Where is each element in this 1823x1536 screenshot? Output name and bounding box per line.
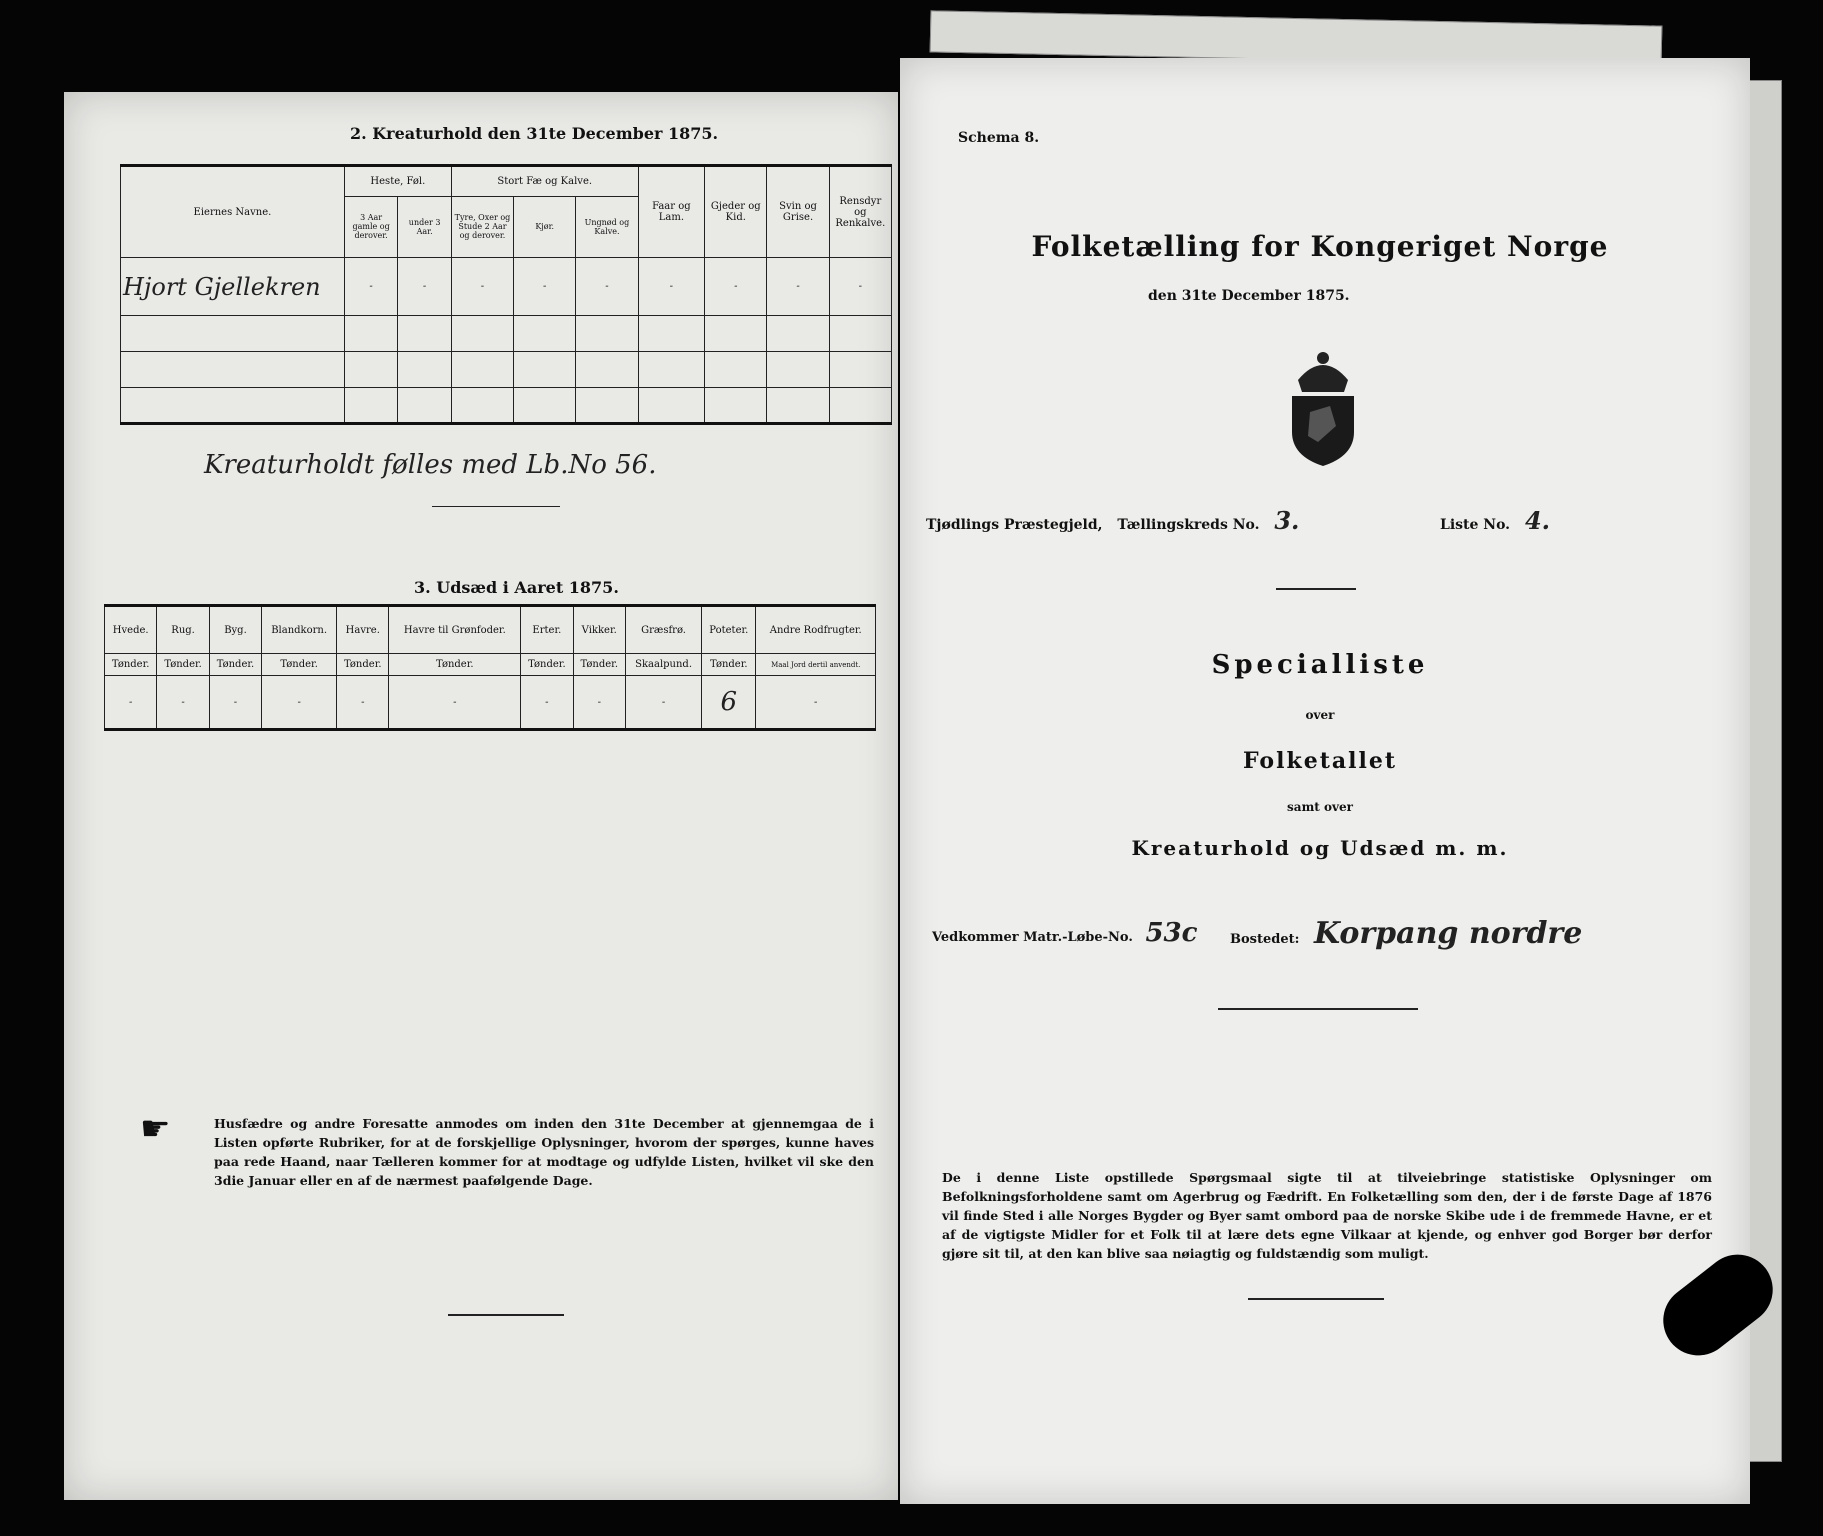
heste-header: Heste, Føl. <box>344 166 451 197</box>
svin-header: Svin og Grise. <box>767 166 829 258</box>
matr-line <box>932 918 1197 948</box>
owner-name: Hjort Gjellekren <box>121 258 345 316</box>
matr-value: 53c <box>1145 918 1198 948</box>
value-cell: - <box>638 258 705 316</box>
kreds-label: Tællingskreds No. <box>1117 517 1260 533</box>
faar-header: Faar og Lam. <box>638 166 705 258</box>
heste-sub-header: under 3 Aar. <box>398 196 452 257</box>
date-line: den 31te December 1875. <box>1148 288 1350 304</box>
stort-sub-header: Tyre, Oxer og Stude 2 Aar og derover. <box>451 196 513 257</box>
folketallet-title: Folketallet <box>1243 748 1397 774</box>
livestock-table <box>120 164 892 425</box>
crop-value: 6 <box>702 676 756 730</box>
crop-header: Blandkorn. <box>262 606 337 654</box>
crop-value: - <box>521 676 573 730</box>
stort-sub-header: Kjør. <box>514 196 576 257</box>
divider <box>1276 588 1356 590</box>
value-cell: - <box>705 258 767 316</box>
value-cell: - <box>451 258 513 316</box>
matr-label: Vedkommer Matr.-Løbe-No. <box>932 930 1133 945</box>
crop-header: Hvede. <box>105 606 157 654</box>
district-line <box>926 506 1486 535</box>
crop-value: - <box>209 676 261 730</box>
kreaturhold-title: Kreaturhold og Udsæd m. m. <box>1131 836 1509 860</box>
divider <box>1218 1008 1418 1010</box>
notice-text: Husfædre og andre Foresatte anmodes om inden den 31te December at gjennemgaa de i Listen opførte Rubriker, for at de forskjellige Oplysninger, hvorom der spørges, kunne haves paa rede Haand, naar Tælleren kommer for at modtage og udfylde Listen, hvilket vil ske den 3die Januar eller en af de nærmest paafølgende Dage. <box>214 1116 874 1188</box>
crop-unit: Tønder. <box>389 654 521 676</box>
crop-header: Havre. <box>337 606 389 654</box>
samt-over-label: samt over <box>1287 800 1353 814</box>
owner-header: Eiernes Navne. <box>121 166 345 258</box>
bostedet-line <box>1230 916 1582 951</box>
main-title: Folketælling for Kongeriget Norge <box>1031 230 1609 263</box>
livestock-note: Kreaturholdt følles med Lb.No 56. <box>204 450 657 480</box>
table-row <box>121 258 892 316</box>
table-row <box>121 316 892 352</box>
crop-unit: Tønder. <box>702 654 756 676</box>
stort-sub-header: Ungnød og Kalve. <box>576 196 638 257</box>
bostedet-value: Korpang nordre <box>1313 916 1583 951</box>
value-cell: - <box>514 258 576 316</box>
left-page <box>64 92 898 1500</box>
crop-header: Erter. <box>521 606 573 654</box>
liste-value: 4. <box>1524 506 1550 535</box>
crop-value: - <box>262 676 337 730</box>
crop-unit: Skaalpund. <box>625 654 701 676</box>
crop-value: - <box>625 676 701 730</box>
crop-value: - <box>756 676 876 730</box>
crop-value: - <box>105 676 157 730</box>
table-row <box>121 388 892 424</box>
bostedet-label: Bostedet: <box>1230 932 1300 947</box>
crop-unit: Tønder. <box>209 654 261 676</box>
crop-value: - <box>389 676 521 730</box>
crop-value: - <box>337 676 389 730</box>
crop-unit: Tønder. <box>337 654 389 676</box>
crop-header: Poteter. <box>702 606 756 654</box>
over-label: over <box>1305 708 1335 722</box>
kreds-value: 3. <box>1274 506 1300 535</box>
gjeder-header: Gjeder og Kid. <box>705 166 767 258</box>
right-page <box>900 58 1750 1504</box>
crop-unit: Maal Jord dertil anvendt. <box>756 654 876 676</box>
rensdyr-header: Rensdyr og Renkalve. <box>829 166 891 258</box>
coat-of-arms-icon <box>1278 340 1368 468</box>
table-row <box>105 676 876 730</box>
prestegjeld-label: Tjødlings Præstegjeld, <box>926 517 1103 533</box>
table-row <box>121 352 892 388</box>
section3-title: 3. Udsæd i Aaret 1875. <box>414 578 619 597</box>
crop-unit: Tønder. <box>262 654 337 676</box>
value-cell: - <box>767 258 829 316</box>
value-cell: - <box>829 258 891 316</box>
specialliste-title: Specialliste <box>1211 650 1429 680</box>
crop-header: Rug. <box>157 606 209 654</box>
liste-line <box>1440 506 1550 535</box>
crop-unit: Tønder. <box>105 654 157 676</box>
crop-header: Havre til Grønfoder. <box>389 606 521 654</box>
crop-unit: Tønder. <box>521 654 573 676</box>
crop-unit: Tønder. <box>157 654 209 676</box>
section2-title: 2. Kreaturhold den 31te December 1875. <box>350 124 719 143</box>
pointing-hand-icon: ☛ <box>140 1109 171 1149</box>
schema-label: Schema 8. <box>958 130 1040 146</box>
crop-header: Andre Rodfrugter. <box>756 606 876 654</box>
crop-value: - <box>573 676 625 730</box>
value-cell: - <box>344 258 398 316</box>
divider <box>432 506 560 507</box>
divider <box>448 1314 564 1316</box>
divider <box>1248 1298 1384 1300</box>
crop-header: Vikker. <box>573 606 625 654</box>
crop-header: Græsfrø. <box>625 606 701 654</box>
crops-table <box>104 604 876 731</box>
value-cell: - <box>576 258 638 316</box>
crop-value: - <box>157 676 209 730</box>
heste-sub-header: 3 Aar gamle og derover. <box>344 196 398 257</box>
crop-unit: Tønder. <box>573 654 625 676</box>
stort-fae-header: Stort Fæ og Kalve. <box>451 166 638 197</box>
crop-header: Byg. <box>209 606 261 654</box>
value-cell: - <box>398 258 452 316</box>
liste-label: Liste No. <box>1440 517 1511 533</box>
intro-text: De i denne Liste opstillede Spørgsmaal sigte til at tilveiebringe statistiske Oplysninger om Befolkningsforholdene samt om Agerbrug og Fædrift. En Folketælling som den, der i de første Dage af 1876 vil finde Sted i alle Norges Bygder og Byer samt ombord paa de norske Skibe ude i de fremmede Havne, er et af de vigtigste Midler for et Folk til at lære dets egne Vilkaar at kjende, og enhver god Borger bør derfor gjøre sit til, at den kan blive saa nøiagtig og fuldstændig som muligt. <box>942 1170 1712 1261</box>
